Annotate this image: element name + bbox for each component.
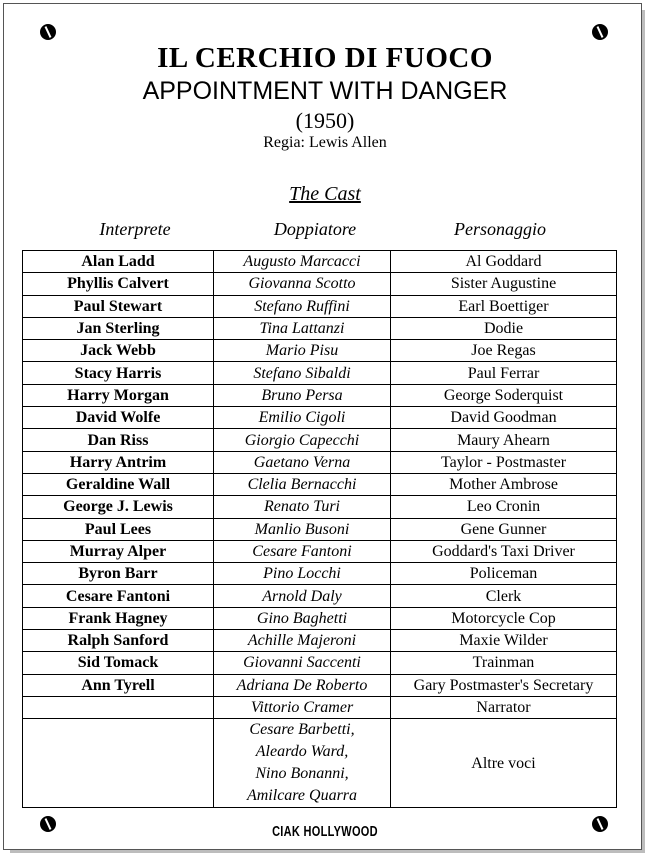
table-row	[23, 652, 617, 674]
actor-cell: Paul Stewart	[23, 295, 214, 317]
voice-cell: Stefano Ruffini	[214, 295, 391, 317]
role-cell: David Goodman	[391, 407, 617, 429]
role-cell: Earl Boettiger	[391, 295, 617, 317]
table-row	[23, 407, 617, 429]
table-row	[23, 496, 617, 518]
cast-table-body	[23, 251, 617, 808]
voice-cell: Gino Baghetti	[214, 607, 391, 629]
voice-cell: Stefano Sibaldi	[214, 362, 391, 384]
actor-cell: Geraldine Wall	[23, 473, 214, 495]
voice-cell: Giorgio Capecchi	[214, 429, 391, 451]
voice-cell: Arnold Daly	[214, 585, 391, 607]
role-cell: Altre voci	[391, 719, 617, 808]
voice-cell: Cesare Fantoni	[214, 540, 391, 562]
actor-cell: Stacy Harris	[23, 362, 214, 384]
voice-cell: Augusto Marcacci	[214, 251, 391, 273]
role-cell: Sister Augustine	[391, 273, 617, 295]
actor-cell: Sid Tomack	[23, 652, 214, 674]
role-cell: Maxie Wilder	[391, 630, 617, 652]
actor-cell: Dan Riss	[23, 429, 214, 451]
actor-cell: George J. Lewis	[23, 496, 214, 518]
role-cell: Policeman	[391, 563, 617, 585]
voice-cell: Giovanni Saccenti	[214, 652, 391, 674]
role-cell: Paul Ferrar	[391, 362, 617, 384]
role-cell: Al Goddard	[391, 251, 617, 273]
actor-cell: Jan Sterling	[23, 317, 214, 339]
table-row	[23, 630, 617, 652]
screw-top-right-icon	[592, 24, 608, 40]
actor-cell: David Wolfe	[23, 407, 214, 429]
ciak-hollywood-logo: CIAK HOLLYWOOD	[272, 824, 378, 840]
italian-title: IL CERCHIO DI FUOCO	[157, 42, 493, 74]
english-title: APPOINTMENT WITH DANGER	[142, 77, 508, 105]
table-row	[23, 674, 617, 696]
role-cell: Gary Postmaster's Secretary	[391, 674, 617, 696]
actor-cell: Frank Hagney	[23, 607, 214, 629]
voice-cell: Manlio Busoni	[214, 518, 391, 540]
table-row	[23, 251, 617, 273]
actor-cell: Ralph Sanford	[23, 630, 214, 652]
voice-cell: Gaetano Verna	[214, 451, 391, 473]
voice-name: Cesare Barbetti,	[249, 721, 355, 739]
cast-heading: The Cast	[289, 183, 361, 205]
role-cell: George Soderquist	[391, 384, 617, 406]
actor-cell: Phyllis Calvert	[23, 273, 214, 295]
table-row	[23, 585, 617, 607]
table-row	[23, 473, 617, 495]
table-row	[23, 429, 617, 451]
actor-cell: Ann Tyrell	[23, 674, 214, 696]
role-cell: Maury Ahearn	[391, 429, 617, 451]
role-cell: Leo Cronin	[391, 496, 617, 518]
role-cell: Taylor - Postmaster	[391, 451, 617, 473]
voice-name: Amilcare Quarra	[246, 787, 358, 805]
role-cell: Mother Ambrose	[391, 473, 617, 495]
voice-cell: Achille Majeroni	[214, 630, 391, 652]
table-row	[23, 451, 617, 473]
role-cell: Motorcycle Cop	[391, 607, 617, 629]
table-row	[23, 295, 617, 317]
director-credit: Regia: Lewis Allen	[263, 134, 387, 151]
actor-cell: Byron Barr	[23, 563, 214, 585]
role-cell: Joe Regas	[391, 340, 617, 362]
screw-top-left-icon	[40, 24, 56, 40]
role-cell: Trainman	[391, 652, 617, 674]
table-row	[23, 563, 617, 585]
table-row	[23, 607, 617, 629]
role-cell: Gene Gunner	[391, 518, 617, 540]
voice-cell: Adriana De Roberto	[214, 674, 391, 696]
table-row	[23, 384, 617, 406]
voice-name: Aleardo Ward,	[255, 743, 349, 761]
voice-cell: Giovanna Scotto	[214, 273, 391, 295]
voice-cell	[214, 719, 391, 808]
table-row	[23, 696, 617, 718]
column-header-role: Personaggio	[454, 219, 546, 239]
actor-cell: Murray Alper	[23, 540, 214, 562]
table-row	[23, 273, 617, 295]
actor-cell: Jack Webb	[23, 340, 214, 362]
release-year: (1950)	[295, 108, 355, 133]
table-row	[23, 317, 617, 339]
actor-cell	[23, 719, 214, 808]
table-row	[23, 540, 617, 562]
table-row	[23, 340, 617, 362]
role-cell: Clerk	[391, 585, 617, 607]
column-header-actor: Interprete	[99, 219, 171, 239]
actor-cell: Paul Lees	[23, 518, 214, 540]
voice-cell: Tina Lattanzi	[214, 317, 391, 339]
actor-cell: Harry Antrim	[23, 451, 214, 473]
voice-cell: Vittorio Cramer	[214, 696, 391, 718]
voice-name: Nino Bonanni,	[255, 765, 349, 783]
actor-cell	[23, 696, 214, 718]
column-header-voice: Doppiatore	[273, 219, 357, 239]
role-cell: Dodie	[391, 317, 617, 339]
voice-cell: Clelia Bernacchi	[214, 473, 391, 495]
voice-cell: Pino Locchi	[214, 563, 391, 585]
voice-cell: Renato Turi	[214, 496, 391, 518]
table-row	[23, 518, 617, 540]
actor-cell: Cesare Fantoni	[23, 585, 214, 607]
actor-cell: Harry Morgan	[23, 384, 214, 406]
voice-cell: Bruno Persa	[214, 384, 391, 406]
table-row	[23, 719, 617, 808]
role-cell: Narrator	[391, 696, 617, 718]
voice-cell: Emilio Cigoli	[214, 407, 391, 429]
table-row	[23, 362, 617, 384]
voice-cell: Mario Pisu	[214, 340, 391, 362]
cast-table	[22, 250, 617, 808]
role-cell: Goddard's Taxi Driver	[391, 540, 617, 562]
actor-cell: Alan Ladd	[23, 251, 214, 273]
